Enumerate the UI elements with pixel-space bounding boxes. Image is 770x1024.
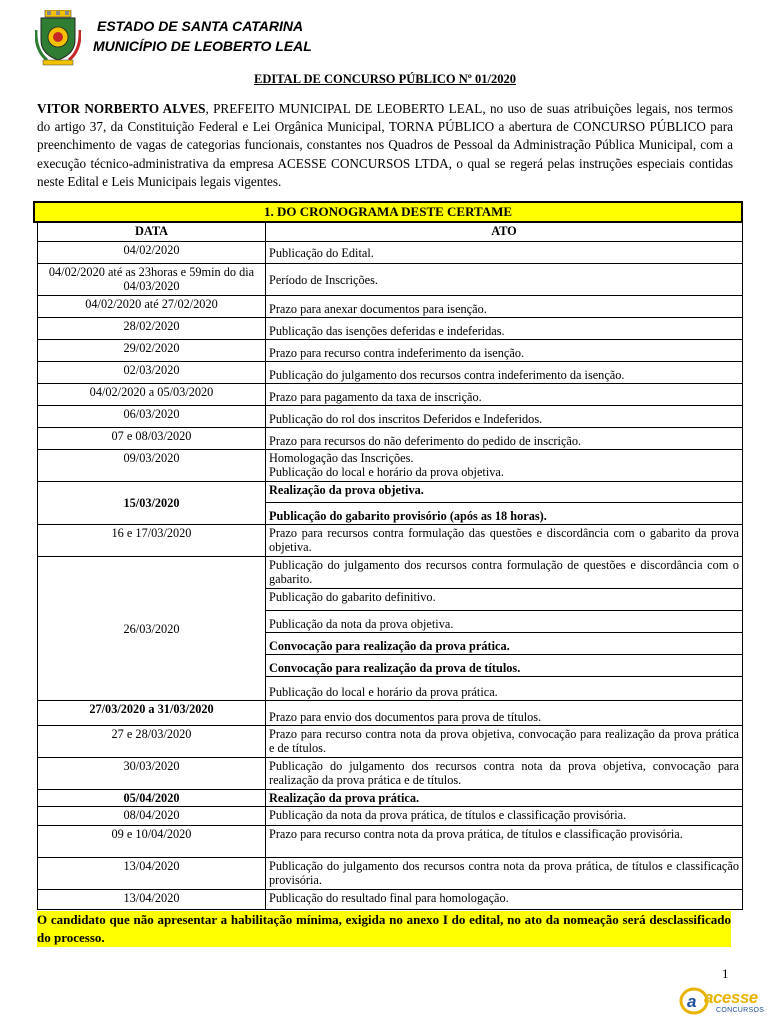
table-row: [38, 340, 743, 362]
row-act: Publicação do Edital.: [266, 242, 743, 264]
page-number: 1: [722, 966, 729, 981]
row-date: 09/03/2020: [38, 450, 266, 482]
table-row: [38, 362, 743, 384]
table-row: [38, 406, 743, 428]
table-row: [38, 701, 743, 726]
table-row: [38, 318, 743, 340]
table-row: [38, 296, 743, 318]
intro-paragraph: [37, 100, 733, 191]
row-date: 13/04/2020: [38, 890, 266, 910]
row-date: 28/02/2020: [38, 318, 266, 340]
table-row: [38, 525, 743, 557]
row-act: Prazo para recurso contra nota da prova objetiva, convocação para realização da prova prática e de títulos.: [266, 726, 743, 758]
row-act-line: Publicação do local e horário da prova objetiva.: [269, 465, 504, 479]
row-date: 02/03/2020: [38, 362, 266, 384]
row-act: Publicação do gabarito provisório (após as 18 horas).: [266, 503, 743, 525]
row-act: Prazo para anexar documentos para isenção.: [266, 296, 743, 318]
row-date: 13/04/2020: [38, 858, 266, 890]
table-row: [38, 242, 743, 264]
row-date: 04/02/2020 a 05/03/2020: [38, 384, 266, 406]
row-act: [266, 450, 743, 482]
row-act: Prazo para recurso contra indeferimento da isenção.: [266, 340, 743, 362]
schedule-table: [37, 221, 743, 910]
table-row: [38, 482, 743, 503]
table-row: [38, 264, 743, 296]
row-date: 29/02/2020: [38, 340, 266, 362]
table-row: [38, 726, 743, 758]
row-date: 16 e 17/03/2020: [38, 525, 266, 557]
acesse-logo: [678, 986, 765, 1018]
row-date: 09 e 10/04/2020: [38, 826, 266, 858]
table-row: [38, 807, 743, 826]
table-row: [38, 790, 743, 807]
row-date: 27 e 28/03/2020: [38, 726, 266, 758]
row-date: 04/02/2020 até 27/02/2020: [38, 296, 266, 318]
header-state: ESTADO DE SANTA CATARINA: [97, 18, 304, 34]
row-date: 08/04/2020: [38, 807, 266, 826]
row-act: Realização da prova objetiva.: [266, 482, 743, 503]
row-act: Publicação da nota da prova objetiva.: [266, 611, 743, 633]
mayor-name: VITOR NORBERTO ALVES: [37, 101, 206, 116]
habilitation-note: O candidato que não apresentar a habilitação mínima, exigida no anexo I do edital, no ato da nomeação será desclassificado do processo.: [37, 912, 731, 945]
municipal-coat-of-arms: [35, 10, 81, 66]
table-row: [38, 758, 743, 790]
row-date: 30/03/2020: [38, 758, 266, 790]
row-date: 04/02/2020: [38, 242, 266, 264]
row-date: 15/03/2020: [38, 482, 266, 525]
acesse-logo-sub: CONCURSOS: [716, 1007, 765, 1014]
row-date: 04/02/2020 até as 23horas e 59min do dia 04/03/2020: [38, 264, 266, 296]
row-act: Prazo para pagamento da taxa de inscrição.: [266, 384, 743, 406]
row-date: 06/03/2020: [38, 406, 266, 428]
header-municipality: MUNICÍPIO DE LEOBERTO LEAL: [93, 38, 312, 54]
row-date: 05/04/2020: [38, 790, 266, 807]
table-row: [38, 557, 743, 589]
col-header-data: DATA: [38, 222, 266, 242]
svg-text:a: a: [687, 992, 697, 1011]
row-act: Período de Inscrições.: [266, 264, 743, 296]
section-title: 1. DO CRONOGRAMA DESTE CERTAME: [33, 201, 743, 223]
row-act: Publicação das isenções deferidas e indeferidas.: [266, 318, 743, 340]
row-act: Realização da prova prática.: [266, 790, 743, 807]
table-row: [38, 858, 743, 890]
row-act: Publicação da nota da prova prática, de títulos e classificação provisória.: [266, 807, 743, 826]
acesse-logo-word: acesse: [704, 988, 758, 1007]
row-act: Publicação do julgamento dos recursos contra indeferimento da isenção.: [266, 362, 743, 384]
row-act: Prazo para envio dos documentos para prova de títulos.: [266, 701, 743, 726]
table-row: [38, 428, 743, 450]
row-date: 26/03/2020: [38, 557, 266, 701]
row-act: Publicação do julgamento dos recursos contra formulação de questões e discordância com o gabarito.: [266, 557, 743, 589]
row-act: Publicação do rol dos inscritos Deferidos e Indeferidos.: [266, 406, 743, 428]
row-act: Convocação para realização da prova prática.: [266, 633, 743, 655]
row-act: Publicação do local e horário da prova prática.: [266, 677, 743, 701]
intro-text: , PREFEITO MUNICIPAL DE LEOBERTO LEAL, no uso de suas atribuições legais, nos termos do artigo 37, da Constituição Federal e Lei Orgânica Municipal, TORNA PÚBLICO a abertura de CONCURSO PÚBLICO para preenchimento de vagas de categorias funcionais, constantes nos Quadros de Pessoal da Administração Pública Municipal, com a execução técnico-administrativa da empresa ACESSE CONCURSOS LTDA, o qual se regerá pelas instruções especiais contidas neste Edital e Leis Municipais legais vigentes.: [37, 101, 733, 189]
table-row: [38, 826, 743, 858]
table-header-row: [38, 222, 743, 242]
table-row: [38, 890, 743, 910]
col-header-ato: ATO: [266, 222, 743, 242]
row-act: Publicação do julgamento dos recursos contra nota da prova objetiva, convocação para realização da prova prática e de títulos.: [266, 758, 743, 790]
row-act: Prazo para recursos contra formulação das questões e discordância com o gabarito da prova objetiva.: [266, 525, 743, 557]
row-act: Prazo para recursos do não deferimento do pedido de inscrição.: [266, 428, 743, 450]
row-act: Publicação do julgamento dos recursos contra nota da prova prática, de títulos e classificação provisória.: [266, 858, 743, 890]
row-act: Publicação do resultado final para homologação.: [266, 890, 743, 910]
row-act: Convocação para realização da prova de títulos.: [266, 655, 743, 677]
row-date: 27/03/2020 a 31/03/2020: [38, 701, 266, 726]
table-row: [38, 384, 743, 406]
table-row: [38, 450, 743, 482]
row-act-line: Homologação das Inscrições.: [269, 451, 414, 465]
row-act: Publicação do gabarito definitivo.: [266, 589, 743, 611]
row-act: Prazo para recurso contra nota da prova prática, de títulos e classificação provisória.: [266, 826, 743, 858]
document-title: EDITAL DE CONCURSO PÚBLICO Nº 01/2020: [254, 72, 516, 86]
row-date: 07 e 08/03/2020: [38, 428, 266, 450]
